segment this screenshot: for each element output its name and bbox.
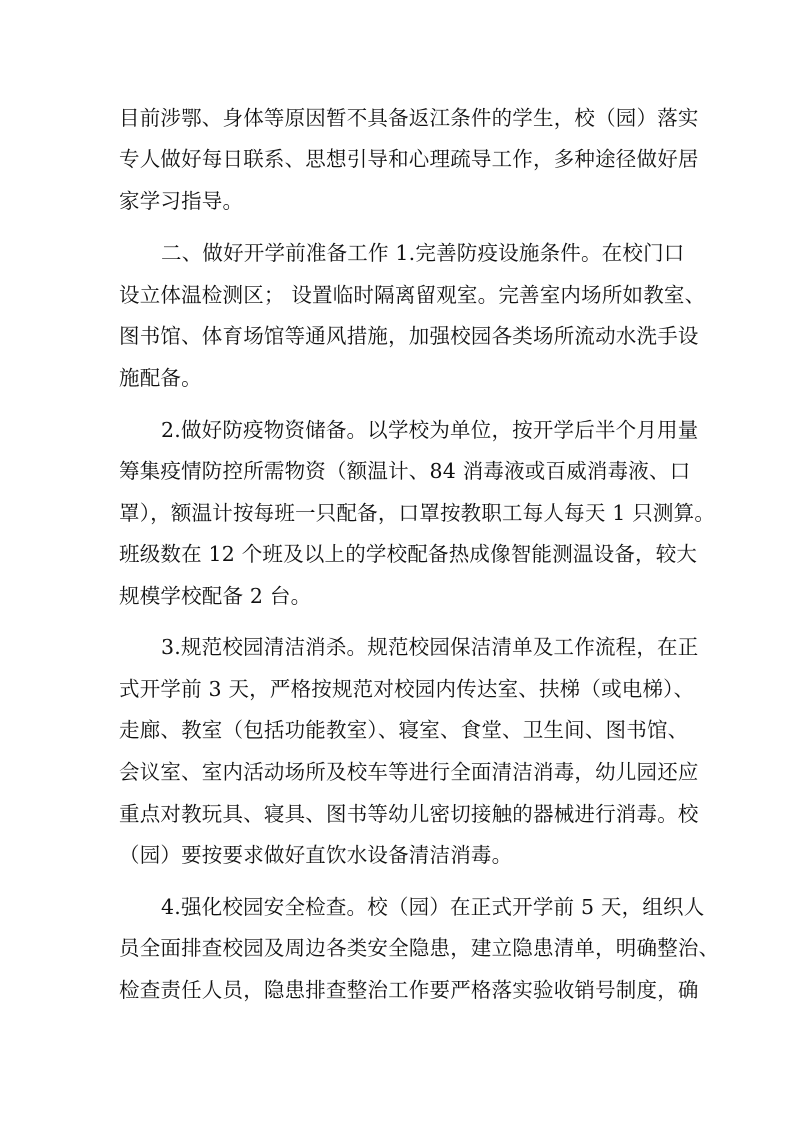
text-line: 员全面排查校园及周边各类安全隐患，建立隐患清单，明确整治、 xyxy=(119,936,720,960)
text-line: 专人做好每日联系、思想引导和心理疏导工作，多种途径做好居 xyxy=(119,147,699,171)
text-line: 班级数在 12 个班及以上的学校配备热成像智能测温设备，较大 xyxy=(119,542,698,566)
text-line: （园）要按要求做好直饮水设备清洁消毒。 xyxy=(119,843,513,867)
text-line: 罩），额温计按每班一只配备，口罩按教职工每人每天 1 只测算。 xyxy=(119,501,716,525)
text-line: 4.强化校园安全检查。校（园）在正式开学前 5 天，组织人 xyxy=(161,895,705,919)
text-line: 家学习指导。 xyxy=(119,189,244,213)
text-line: 规模学校配备 2 台。 xyxy=(119,584,312,608)
text-line: 二、做好开学前准备工作 1.完善防疫设施条件。在校门口 xyxy=(161,241,685,265)
text-line: 会议室、室内活动场所及校车等进行全面清洁消毒，幼儿园还应 xyxy=(119,760,699,784)
text-line: 施配备。 xyxy=(119,366,202,390)
text-line: 2.做好防疫物资储备。以学校为单位，按开学后半个月用量 xyxy=(161,418,699,442)
text-line: 走廊、教室（包括功能教室）、寝室、食堂、卫生间、图书馆、 xyxy=(119,718,689,742)
text-line: 目前涉鄂、身体等原因暂不具备返江条件的学生，校（园）落实 xyxy=(119,106,699,130)
text-line: 重点对教玩具、寝具、图书等幼儿密切接触的器械进行消毒。校 xyxy=(119,802,699,826)
text-line: 图书馆、体育场馆等通风措施，加强校园各类场所流动水洗手设 xyxy=(119,324,699,348)
text-line: 筹集疫情防控所需物资（额温计、84 消毒液或百威消毒液、口 xyxy=(119,459,691,483)
text-line: 3.规范校园清洁消杀。规范校园保洁清单及工作流程，在正 xyxy=(161,635,699,659)
text-line: 设立体温检测区； 设置临时隔离留观室。完善室内场所如教室、 xyxy=(119,283,706,307)
text-line: 检查责任人员，隐患排查整治工作要严格落实验收销号制度，确 xyxy=(119,978,699,1002)
text-line: 式开学前 3 天，严格按规范对校园内传达室、扶梯（或电梯）、 xyxy=(119,677,695,701)
